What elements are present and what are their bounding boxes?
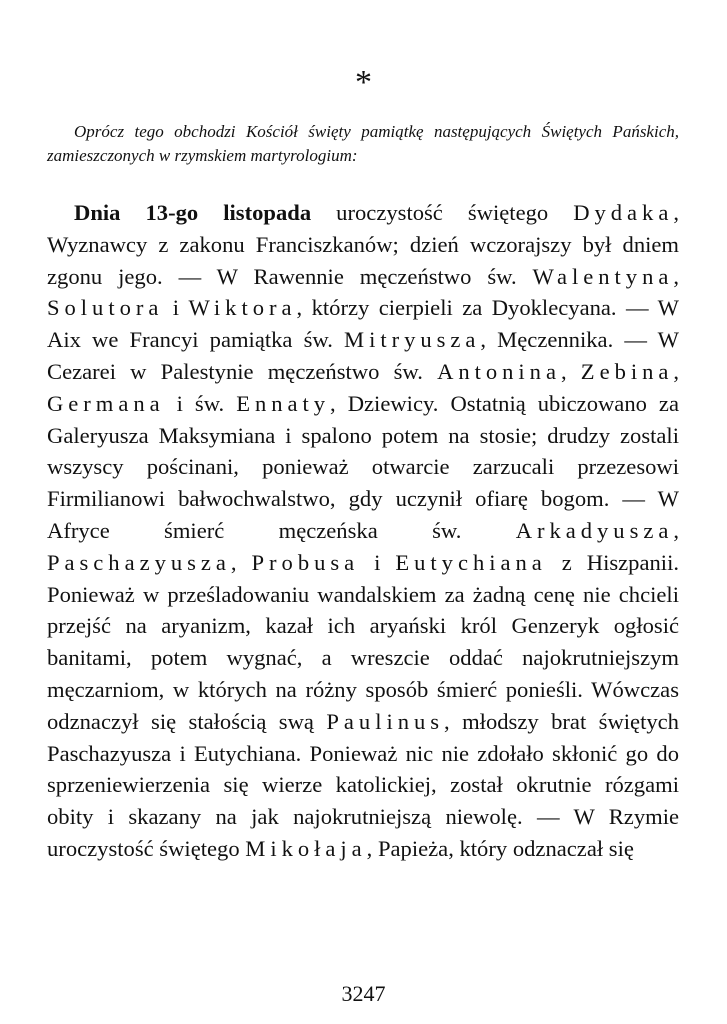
entry-date-label: Dnia 13-go listopada: [74, 200, 312, 225]
saint-name: Ennaty: [236, 390, 331, 416]
saint-name: Antonina: [437, 358, 561, 384]
entry-text: , Wyznawcy z zakonu Franciszkanów; dzień wczorajszy był dniem zgonu jego. — W Rawennie męczeństwo św.: [47, 200, 679, 289]
saint-name: Zebina: [580, 358, 674, 384]
saint-name: Paschazyusza: [47, 549, 231, 575]
entry-text: ,: [673, 263, 679, 289]
entry-text: i: [359, 549, 396, 575]
saint-name: Wiktora: [188, 295, 297, 321]
saint-name: Dydaka: [573, 200, 674, 225]
entry-text: i: [163, 295, 189, 321]
saint-name: Germana: [47, 390, 165, 416]
saint-name: Paulinus: [326, 708, 444, 734]
saint-name: Arkadyusza: [515, 517, 674, 543]
entry-text: ,: [673, 358, 680, 384]
saint-name: Eutychiana: [395, 549, 547, 575]
entry-text: , Papieża, który odznaczał się: [366, 835, 634, 861]
entry-text: ,: [673, 517, 679, 543]
entry-text: ,: [560, 358, 581, 384]
entry-text: uroczystość świętego: [311, 200, 574, 225]
entry-text: , młodszy brat świętych Paschazyusza i Eutychiana. Ponieważ nic nie zdołało skłonić go do sprzeniewierzenia się wierze katolickiej, został okrutnie rózgami obity i skazany na jak najokrutniejszą niewolę. — W Rzymie uroczystość świętego: [47, 708, 679, 861]
entry-text: , którzy cierpieli za Dyoklecyana. — W Aix we Francyi pamiątka św.: [47, 295, 679, 353]
entry-text: i św.: [164, 390, 237, 416]
entry-text: , Męczennika. — W Cezarei w Palestynie męczeństwo św.: [47, 327, 680, 384]
entry-text: z Hiszpanii. Ponieważ w prześladowaniu wandalskiem za żadną cenę nie chcieli przejść na aryanizm, kazał ich aryański król Genzeryk ogłosić banitami, potem wygnać, a wreszcie oddać najokrutniejszym męczarniom, w których na różny sposób śmierć ponieśli. Wówczas odznaczył się stałością swą: [47, 549, 679, 734]
page-number: 3247: [341, 981, 386, 1006]
saint-name: Probusa: [251, 549, 360, 575]
entry-text: , Dziewicy. Ostatnią ubiczowano za Galeryusza Maksymiana i spalono potem na stosie; drudzy zostali wszyscy pościnani, ponieważ otwarcie zarzucali przezesowi Firmilianowi bałwochwalstwo, gdy uczynił ofiarę bogom. — W Afryce śmierć męczeńska św.: [47, 390, 679, 543]
saint-name: Walentyna: [532, 263, 674, 289]
section-ornament: *: [355, 64, 372, 101]
saint-name: Mikołaja: [245, 835, 367, 861]
saint-name: Mitryusza: [344, 327, 481, 353]
entry-text: ,: [230, 549, 252, 575]
intro-paragraph: Oprócz tego obchodzi Kościół święty pamiątkę następujących Świętych Pańskich, zamieszczonych w rzymskiem martyrologium:: [47, 122, 679, 165]
martyrology-entry: [47, 197, 679, 865]
saint-name: Solutora: [47, 295, 164, 321]
